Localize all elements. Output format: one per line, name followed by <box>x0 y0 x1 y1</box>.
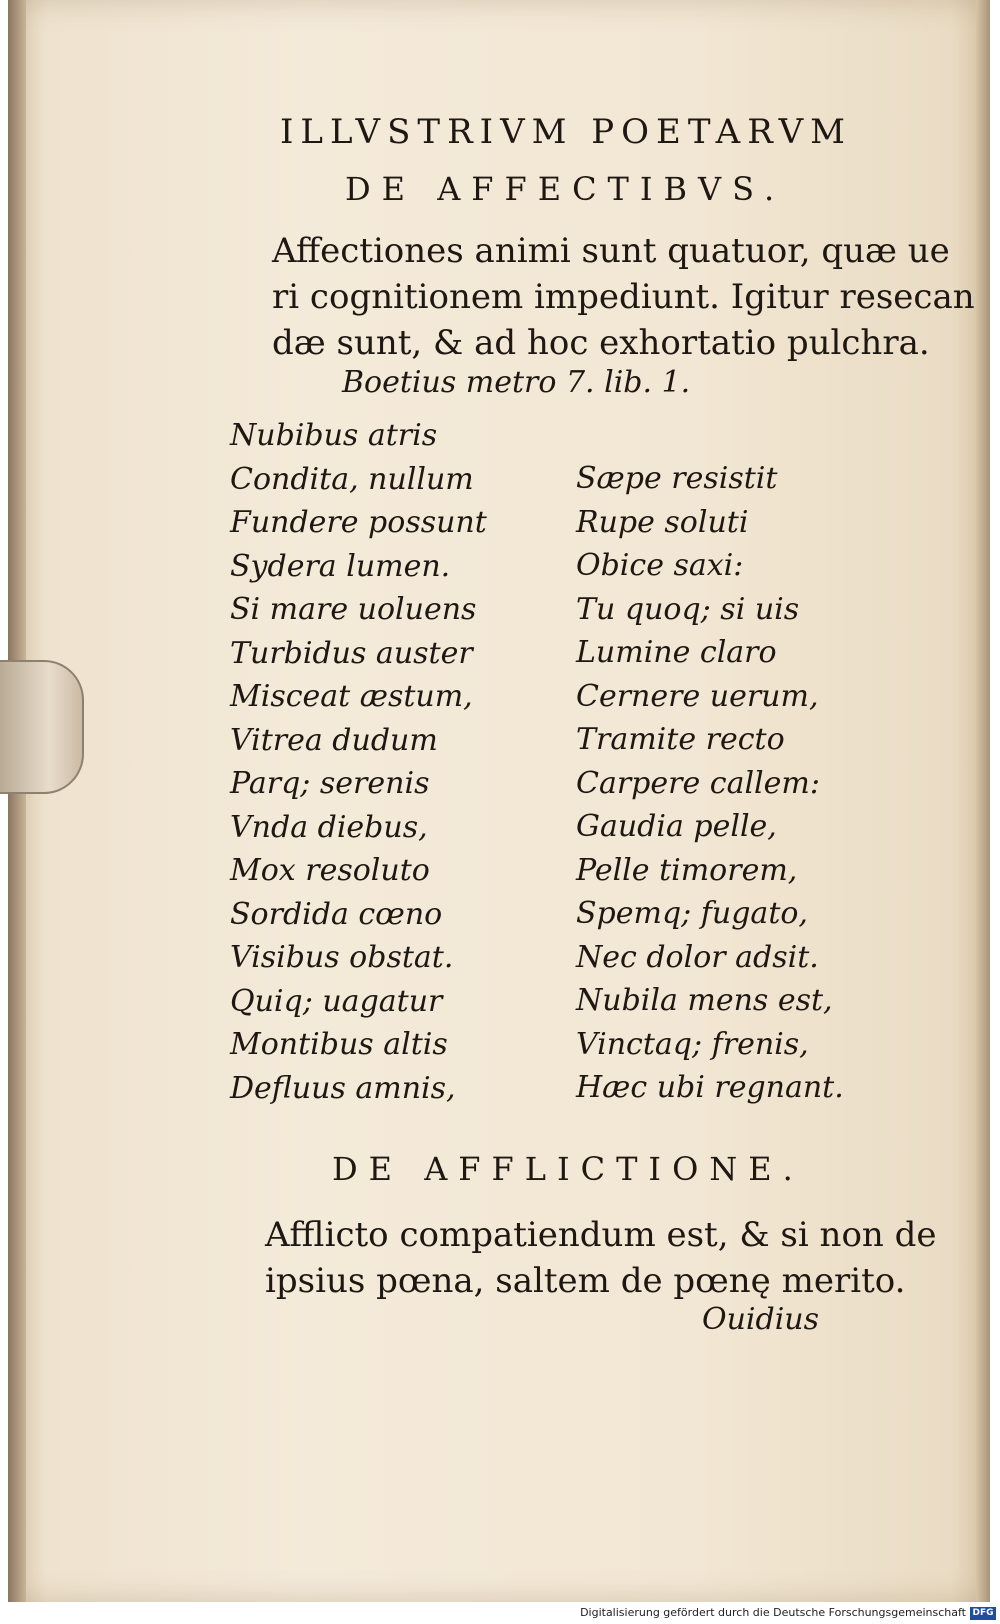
verse-line: Rupe soluti <box>576 504 749 540</box>
verse-line: Sydera lumen. <box>230 548 451 584</box>
dfg-logo: DFG <box>970 1607 996 1620</box>
verse-line: Montibus altis <box>230 1027 448 1062</box>
prose-line: ipsius pœna, saltem de pœnę merito. <box>265 1261 906 1301</box>
section-title-affectibus: DE AFFECTIBVS. <box>345 170 786 208</box>
prose-line: dæ sunt, & ad hoc exhortatio pulchra. <box>272 323 930 363</box>
verse-line: Condita, nullum <box>230 461 474 497</box>
verse-line: Turbidus auster <box>230 635 473 671</box>
verse-line: Pelle timorem, <box>576 852 798 888</box>
verse-line: Defluus amnis, <box>230 1070 456 1106</box>
prose-line: Afflicto compatiendum est, & si non de <box>265 1215 937 1255</box>
verse-line: Nubibus atris <box>230 418 438 453</box>
verse-line: Quiq; uagatur <box>230 983 443 1019</box>
verse-line: Fundere possunt <box>230 505 487 540</box>
verse-line: Nec dolor adsit. <box>576 939 819 975</box>
page-fore-edge <box>976 0 990 1602</box>
verse-line: Si mare uoluens <box>230 592 477 627</box>
verse-line: Visibus obstat. <box>230 940 454 975</box>
verse-line: Hæc ubi regnant. <box>576 1070 844 1105</box>
verse-line: Misceat æstum, <box>230 679 473 714</box>
verse-line: Lumine claro <box>576 635 777 670</box>
verse-line: Obice saxi: <box>576 548 744 583</box>
verse-line: Nubila mens est, <box>576 983 833 1018</box>
verse-line: Vitrea dudum <box>230 722 438 758</box>
footer-credit: Digitalisierung gefördert durch die Deutsche Forschungsgemeinschaft <box>580 1606 966 1619</box>
verse-line: Gaudia pelle, <box>576 809 777 844</box>
prose-line: Affectiones animi sunt quatuor, quæ ue <box>272 231 950 271</box>
verse-line: Parq; serenis <box>230 766 430 801</box>
page-clip <box>0 660 84 794</box>
verse-line: Spemq; fugato, <box>576 896 808 931</box>
verse-line: Vinctaq; frenis, <box>576 1026 809 1062</box>
verse-line: Cernere uerum, <box>576 678 819 714</box>
verse-line: Sordida cœno <box>230 896 443 932</box>
poem-right-column <box>576 457 844 1110</box>
section-prose-affectibus <box>272 228 975 366</box>
verse-line: Tu quoq; si uis <box>576 591 800 627</box>
verse-line: Vnda diebus, <box>230 809 428 845</box>
verse-line: Mox resoluto <box>230 853 430 888</box>
verse-line: Tramite recto <box>576 722 785 757</box>
verse-line: Sæpe resistit <box>576 461 778 496</box>
citation-boetius: Boetius metro 7. lib. 1. <box>342 365 691 400</box>
section-prose-afflictione <box>265 1212 937 1304</box>
digitization-footer <box>0 1604 1000 1624</box>
poem-left-column <box>230 414 487 1110</box>
page-gutter-shadow <box>8 0 26 1602</box>
running-head: ILLVSTRIVM POETARVM <box>280 112 852 152</box>
prose-line: ri cognitionem impediunt. Igitur resecan <box>272 277 975 317</box>
catchword: Ouidius <box>702 1302 820 1337</box>
verse-line: Carpere callem: <box>576 765 820 801</box>
section-title-afflictione: DE AFFLICTIONE. <box>332 1150 804 1188</box>
